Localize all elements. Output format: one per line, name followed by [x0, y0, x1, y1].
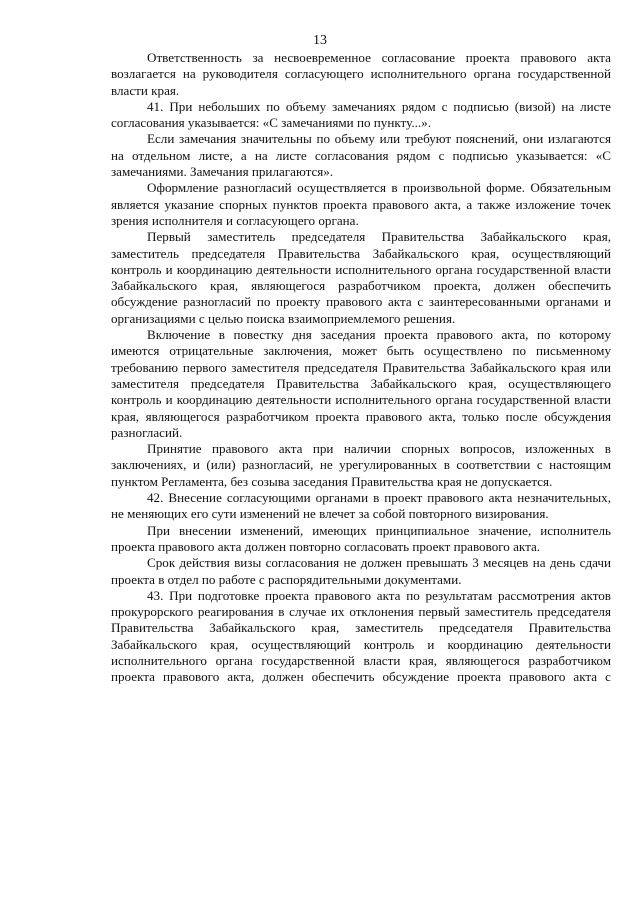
- paragraph-first-deputy: Первый заместитель председателя Правительства Забайкальского края, заместитель председателя Правительства Забайкальского края, осуществляющий контроль и координацию деятельности исполнительного органа государственной власти Забайкальского края, являющегося разработчиком проекта, должен обеспечить обсуждение разногласий по проекту правового акта с заинтересованными органами и организациями с целью поиска взаимоприемлемого решения.: [111, 229, 611, 326]
- document-body: [111, 50, 611, 686]
- paragraph-41: 41. При небольших по объему замечаниях рядом с подписью (визой) на листе согласования указывается: «С замечаниями по пункту...».: [111, 98, 611, 131]
- paragraph-43: 43. При подготовке проекта правового акта по результатам рассмотрения актов прокурорского реагирования в случае их отклонения первый заместитель председателя Правительства Забайкальского края, заместитель председателя Правительства Забайкальского края, осуществляющий контроль и координацию деятельности исполнительного органа государственной власти края, являющегося разработчиком проекта правового акта, должен обеспечить обсуждение проекта правового акта с: [111, 587, 611, 685]
- paragraph-adoption-disputes: Принятие правового акта при наличии спорных вопросов, изложенных в заключениях, и (или) разногласий, не урегулированных в соответствии с настоящим пунктом Регламента, без созыва заседания Правительства края не допускается.: [111, 441, 611, 489]
- paragraph-disagreements-form: Оформление разногласий осуществляется в произвольной форме. Обязательным является указание спорных пунктов проекта правового акта, а также изложение точек зрения исполнителя и согласующего органа.: [111, 180, 611, 228]
- paragraph-42: 42. Внесение согласующими органами в проект правового акта незначительных, не меняющих его сути изменений не влечет за собой повторного визирования.: [111, 490, 611, 522]
- paragraph-principal-changes: При внесении изменений, имеющих принципиальное значение, исполнитель проекта правового акта должен повторно согласовать проект правового акта.: [111, 522, 611, 554]
- paragraph-responsibility: Ответственность за несвоевременное согласование проекта правового акта возлагается на руководителя согласующего исполнительного органа государственной власти края.: [111, 50, 611, 98]
- paragraph-visa-validity: Срок действия визы согласования не должен превышать 3 месяцев на день сдачи проекта в отдел по работе с распорядительными документами.: [111, 555, 611, 587]
- paragraph-remarks-separate-sheet: Если замечания значительны по объему или требуют пояснений, они излагаются на отдельном листе, а на листе согласования рядом с подписью указывается: «С замечаниями. Замечания прилагаются».: [111, 131, 611, 180]
- page-number: 13: [313, 33, 327, 48]
- paragraph-agenda-inclusion: Включение в повестку дня заседания проекта правового акта, по которому имеются отрицательные заключения, может быть осуществлено по письменному требованию первого заместителя председателя Правительства Забайкальского края или заместителя председателя Правительства Забайкальского края, осуществляющего контроль и координацию деятельности исполнительного органа государственной власти края, являющегося разработчиком проекта правового акта, только после обсуждения разногласий.: [111, 327, 611, 440]
